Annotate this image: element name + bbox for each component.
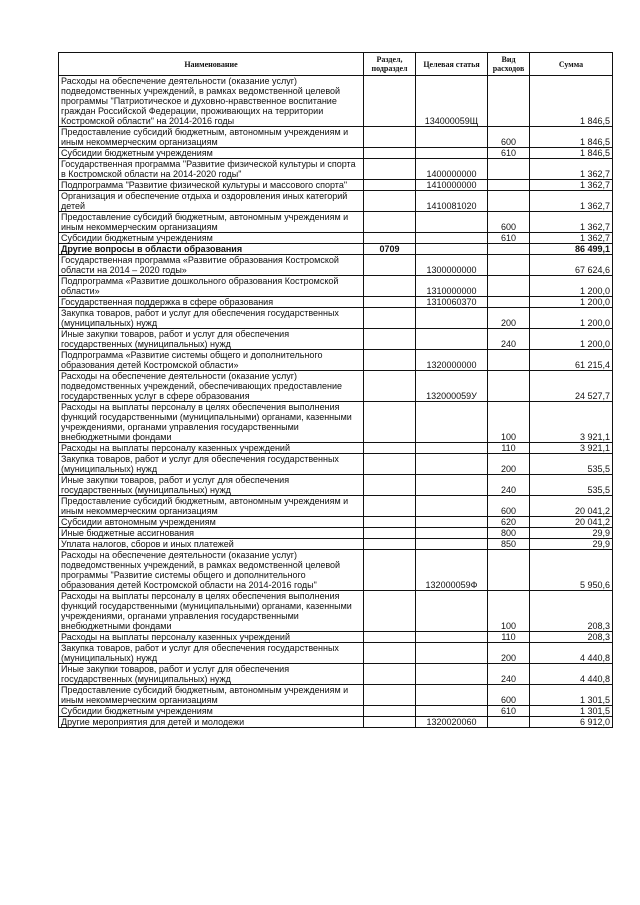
row-sum: 1 846,5 — [530, 76, 613, 127]
row-sum: 24 527,7 — [530, 371, 613, 402]
row-target — [416, 528, 488, 539]
table-row — [59, 297, 613, 308]
row-name: Расходы на выплаты персоналу казенных учреждений — [59, 632, 364, 643]
row-type: 610 — [488, 148, 530, 159]
row-target: 1310000000 — [416, 276, 488, 297]
row-target — [416, 454, 488, 475]
row-type — [488, 350, 530, 371]
row-type: 600 — [488, 496, 530, 517]
row-target — [416, 475, 488, 496]
row-target: 1410000000 — [416, 180, 488, 191]
row-name: Организация и обеспечение отдыха и оздоровления иных категорий детей — [59, 191, 364, 212]
row-section: 0709 — [364, 244, 416, 255]
table-row — [59, 539, 613, 550]
row-target — [416, 517, 488, 528]
row-name: Другие мероприятия для детей и молодежи — [59, 717, 364, 728]
table-row — [59, 212, 613, 233]
table-row — [59, 443, 613, 454]
table-row — [59, 159, 613, 180]
row-name: Предоставление субсидий бюджетным, автономным учреждениям и иным некоммерческим организациям — [59, 496, 364, 517]
row-type: 600 — [488, 212, 530, 233]
row-name: Предоставление субсидий бюджетным, автономным учреждениям и иным некоммерческим организациям — [59, 685, 364, 706]
table-row — [59, 148, 613, 159]
row-name: Подпрограмма «Развитие системы общего и дополнительного образования детей Костромской области» — [59, 350, 364, 371]
row-target: 1310060370 — [416, 297, 488, 308]
row-name: Расходы на обеспечение деятельности (оказание услуг) подведомственных учреждений, в рамках ведомственной целевой программы "Развитие системы общего и дополнительного образования детей Костромской области на 2014-2016 годы" — [59, 550, 364, 591]
row-section — [364, 371, 416, 402]
row-section — [364, 297, 416, 308]
row-sum: 61 215,4 — [530, 350, 613, 371]
table-row — [59, 706, 613, 717]
row-name: Субсидии бюджетным учреждениям — [59, 233, 364, 244]
row-name: Другие вопросы в области образования — [59, 244, 364, 255]
header-type: Вид расходов — [488, 53, 530, 76]
row-section — [364, 550, 416, 591]
table-row — [59, 371, 613, 402]
row-target — [416, 706, 488, 717]
row-sum: 1 362,7 — [530, 180, 613, 191]
row-type — [488, 191, 530, 212]
header-section: Раздел, подраздел — [364, 53, 416, 76]
row-target — [416, 212, 488, 233]
row-name: Иные закупки товаров, работ и услуг для обеспечения государственных (муниципальных) нужд — [59, 664, 364, 685]
row-section — [364, 454, 416, 475]
row-name: Расходы на выплаты персоналу в целях обеспечения выполнения функций государственными (муниципальными) органами, казенными учреждениями, органами управления государственными внебюджетными фондами — [59, 591, 364, 632]
row-target: 1300000000 — [416, 255, 488, 276]
row-section — [364, 233, 416, 244]
budget-table — [58, 52, 613, 728]
row-target: 134000059Щ — [416, 76, 488, 127]
row-name: Расходы на обеспечение деятельности (оказание услуг) подведомственных учреждений, обеспечивающих предоставление государственных услуг в сфере образования — [59, 371, 364, 402]
table-row — [59, 127, 613, 148]
row-section — [364, 685, 416, 706]
row-name: Государственная программа «Развитие образования Костромской области на 2014 – 2020 годы» — [59, 255, 364, 276]
row-target — [416, 664, 488, 685]
row-section — [364, 475, 416, 496]
row-sum: 535,5 — [530, 475, 613, 496]
row-type — [488, 255, 530, 276]
row-section — [364, 443, 416, 454]
table-row — [59, 685, 613, 706]
row-type — [488, 717, 530, 728]
row-section — [364, 664, 416, 685]
row-target: 1400000000 — [416, 159, 488, 180]
row-type — [488, 180, 530, 191]
row-name: Уплата налогов, сборов и иных платежей — [59, 539, 364, 550]
row-type — [488, 76, 530, 127]
row-section — [364, 255, 416, 276]
row-sum: 1 362,7 — [530, 233, 613, 244]
row-sum: 1 200,0 — [530, 329, 613, 350]
row-section — [364, 717, 416, 728]
table-row — [59, 475, 613, 496]
row-name: Закупка товаров, работ и услуг для обеспечения государственных (муниципальных) нужд — [59, 643, 364, 664]
table-row — [59, 550, 613, 591]
row-sum: 1 846,5 — [530, 148, 613, 159]
row-target — [416, 496, 488, 517]
table-row — [59, 233, 613, 244]
row-target: 1320020060 — [416, 717, 488, 728]
row-section — [364, 127, 416, 148]
row-target: 132000059Ф — [416, 550, 488, 591]
row-target — [416, 329, 488, 350]
row-section — [364, 528, 416, 539]
row-type: 240 — [488, 664, 530, 685]
row-section — [364, 706, 416, 717]
row-section — [364, 276, 416, 297]
row-section — [364, 539, 416, 550]
row-type — [488, 297, 530, 308]
row-sum: 5 950,6 — [530, 550, 613, 591]
row-section — [364, 212, 416, 233]
row-name: Расходы на выплаты персоналу казенных учреждений — [59, 443, 364, 454]
table-row — [59, 76, 613, 127]
row-type: 240 — [488, 329, 530, 350]
table-row — [59, 643, 613, 664]
table-row — [59, 454, 613, 475]
table-row — [59, 717, 613, 728]
row-section — [364, 159, 416, 180]
row-section — [364, 632, 416, 643]
row-target — [416, 402, 488, 443]
row-section — [364, 180, 416, 191]
row-name: Закупка товаров, работ и услуг для обеспечения государственных (муниципальных) нужд — [59, 454, 364, 475]
row-section — [364, 517, 416, 528]
row-target — [416, 591, 488, 632]
row-sum: 6 912,0 — [530, 717, 613, 728]
row-sum: 1 301,5 — [530, 685, 613, 706]
row-target — [416, 148, 488, 159]
row-section — [364, 76, 416, 127]
row-type: 610 — [488, 706, 530, 717]
table-row — [59, 528, 613, 539]
row-name: Государственная программа "Развитие физической культуры и спорта в Костромской области на 2014-2020 годы" — [59, 159, 364, 180]
row-name: Предоставление субсидий бюджетным, автономным учреждениям и иным некоммерческим организациям — [59, 212, 364, 233]
row-type: 240 — [488, 475, 530, 496]
row-target — [416, 443, 488, 454]
row-name: Предоставление субсидий бюджетным, автономным учреждениям и иным некоммерческим организациям — [59, 127, 364, 148]
row-type: 100 — [488, 591, 530, 632]
table-row — [59, 255, 613, 276]
row-target: 132000059У — [416, 371, 488, 402]
table-row — [59, 402, 613, 443]
row-type — [488, 550, 530, 591]
row-sum: 67 624,6 — [530, 255, 613, 276]
table-body — [59, 76, 613, 728]
row-type: 600 — [488, 127, 530, 148]
row-sum: 20 041,2 — [530, 517, 613, 528]
row-sum: 4 440,8 — [530, 664, 613, 685]
row-section — [364, 308, 416, 329]
row-section — [364, 148, 416, 159]
row-section — [364, 591, 416, 632]
row-target — [416, 308, 488, 329]
table-row — [59, 180, 613, 191]
row-target — [416, 127, 488, 148]
row-type: 200 — [488, 643, 530, 664]
row-sum: 3 921,1 — [530, 443, 613, 454]
row-name: Иные закупки товаров, работ и услуг для обеспечения государственных (муниципальных) нужд — [59, 475, 364, 496]
row-name: Закупка товаров, работ и услуг для обеспечения государственных (муниципальных) нужд — [59, 308, 364, 329]
row-type: 850 — [488, 539, 530, 550]
row-target — [416, 244, 488, 255]
header-name: Наименование — [59, 53, 364, 76]
row-type: 110 — [488, 443, 530, 454]
table-row — [59, 496, 613, 517]
row-section — [364, 643, 416, 664]
row-sum: 1 200,0 — [530, 308, 613, 329]
row-sum: 86 499,1 — [530, 244, 613, 255]
table-row — [59, 350, 613, 371]
row-sum: 1 362,7 — [530, 159, 613, 180]
row-type — [488, 371, 530, 402]
header-sum: Сумма — [530, 53, 613, 76]
row-type: 620 — [488, 517, 530, 528]
table-row — [59, 664, 613, 685]
row-target — [416, 643, 488, 664]
row-type: 610 — [488, 233, 530, 244]
row-sum: 535,5 — [530, 454, 613, 475]
row-target: 1320000000 — [416, 350, 488, 371]
row-sum: 3 921,1 — [530, 402, 613, 443]
row-name: Расходы на выплаты персоналу в целях обеспечения выполнения функций государственными (муниципальными) органами, казенными учреждениями, органами управления государственными внебюджетными фондами — [59, 402, 364, 443]
row-type: 200 — [488, 308, 530, 329]
row-type — [488, 276, 530, 297]
row-sum: 1 200,0 — [530, 297, 613, 308]
row-sum: 1 200,0 — [530, 276, 613, 297]
row-section — [364, 402, 416, 443]
row-name: Иные закупки товаров, работ и услуг для обеспечения государственных (муниципальных) нужд — [59, 329, 364, 350]
row-sum: 4 440,8 — [530, 643, 613, 664]
row-sum: 208,3 — [530, 632, 613, 643]
row-section — [364, 496, 416, 517]
table-row — [59, 517, 613, 528]
row-section — [364, 329, 416, 350]
row-sum: 20 041,2 — [530, 496, 613, 517]
row-name: Субсидии бюджетным учреждениям — [59, 706, 364, 717]
table-header-row — [59, 53, 613, 76]
row-sum: 1 846,5 — [530, 127, 613, 148]
row-target — [416, 233, 488, 244]
row-name: Подпрограмма «Развитие дошкольного образования Костромской области» — [59, 276, 364, 297]
row-target: 1410081020 — [416, 191, 488, 212]
row-target — [416, 632, 488, 643]
table-row — [59, 244, 613, 255]
row-target — [416, 539, 488, 550]
row-section — [364, 350, 416, 371]
row-type: 110 — [488, 632, 530, 643]
document-page — [58, 52, 612, 728]
row-sum: 208,3 — [530, 591, 613, 632]
row-type: 600 — [488, 685, 530, 706]
row-type: 100 — [488, 402, 530, 443]
table-row — [59, 276, 613, 297]
table-row — [59, 591, 613, 632]
row-name: Подпрограмма "Развитие физической культуры и массового спорта" — [59, 180, 364, 191]
row-type: 800 — [488, 528, 530, 539]
row-name: Субсидии бюджетным учреждениям — [59, 148, 364, 159]
row-name: Иные бюджетные ассигнования — [59, 528, 364, 539]
row-name: Расходы на обеспечение деятельности (оказание услуг) подведомственных учреждений, в рамках ведомственной целевой программы "Патриотическое и духовно-нравственное воспитание граждан Российской Федерации, проживающих на территории Костромской области" на 2014-2016 годы — [59, 76, 364, 127]
row-type — [488, 159, 530, 180]
row-name: Субсидии автономным учреждениям — [59, 517, 364, 528]
table-row — [59, 632, 613, 643]
table-row — [59, 329, 613, 350]
row-sum: 1 301,5 — [530, 706, 613, 717]
row-type: 200 — [488, 454, 530, 475]
row-section — [364, 191, 416, 212]
row-sum: 1 362,7 — [530, 191, 613, 212]
row-sum: 1 362,7 — [530, 212, 613, 233]
row-type — [488, 244, 530, 255]
table-row — [59, 308, 613, 329]
row-name: Государственная поддержка в сфере образования — [59, 297, 364, 308]
table-row — [59, 191, 613, 212]
row-sum: 29,9 — [530, 539, 613, 550]
header-target: Целевая статья — [416, 53, 488, 76]
row-sum: 29,9 — [530, 528, 613, 539]
row-target — [416, 685, 488, 706]
